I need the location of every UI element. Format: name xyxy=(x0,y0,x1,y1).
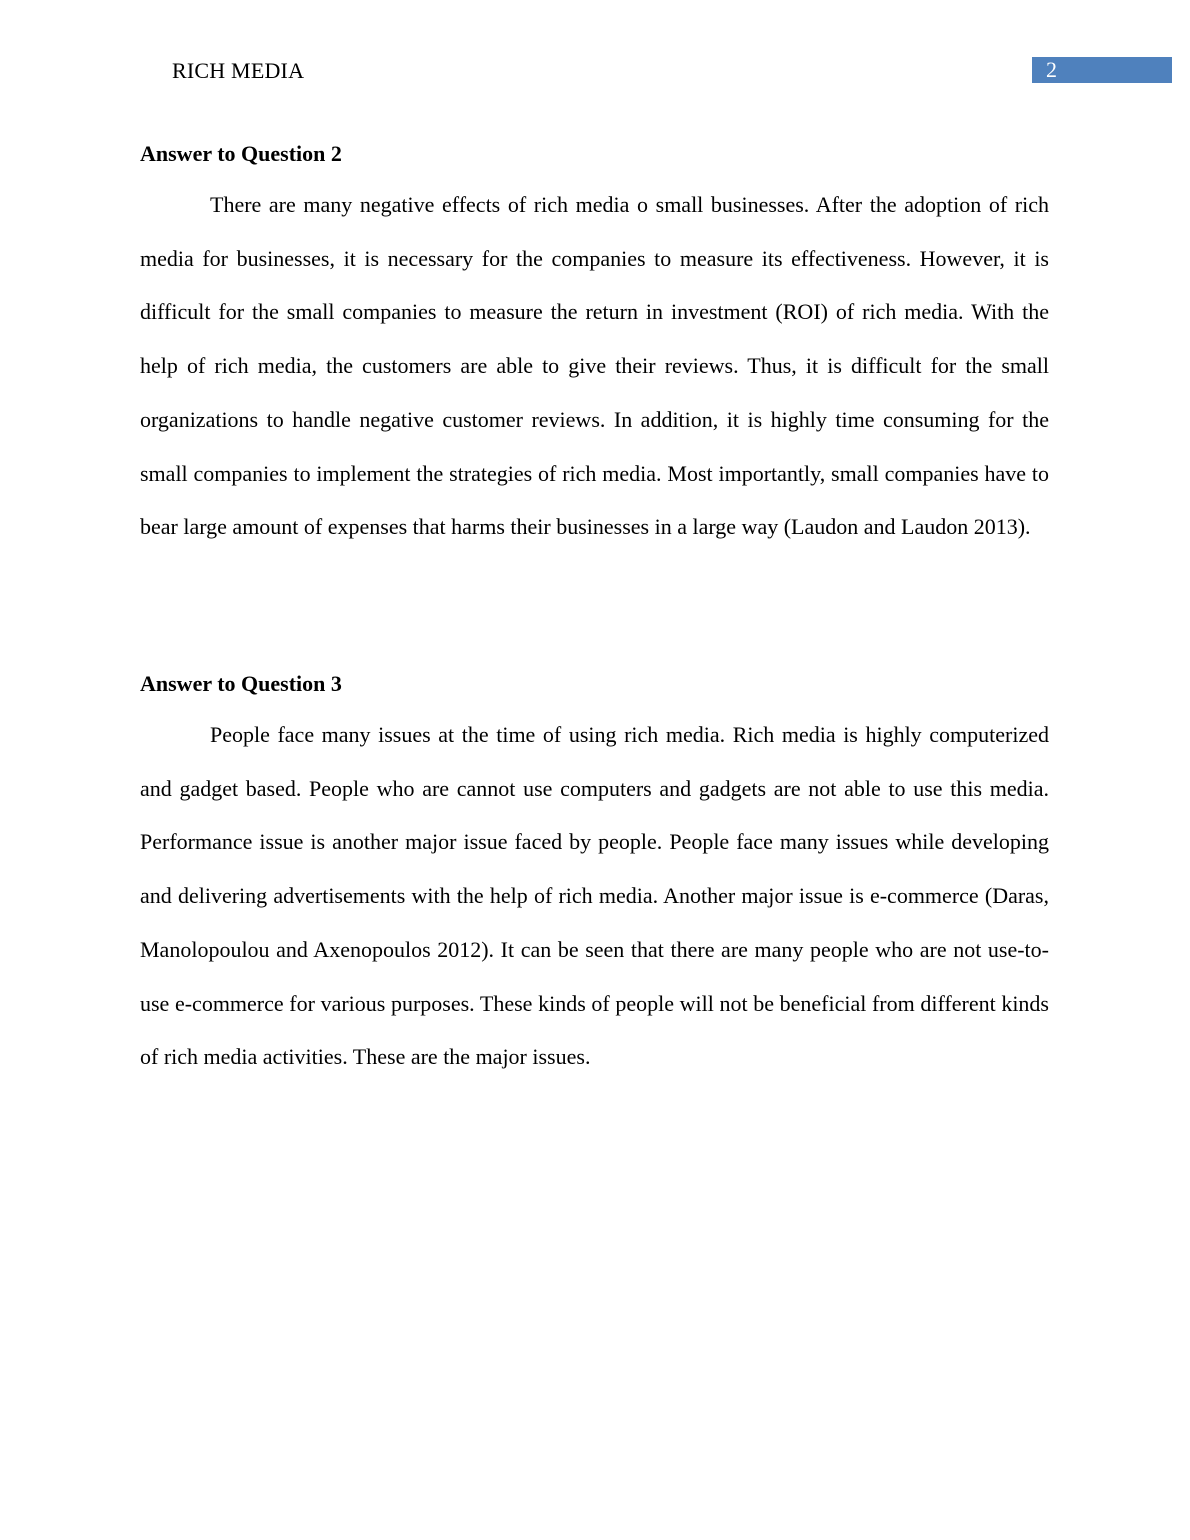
answer-section-2 xyxy=(140,139,1049,554)
section-heading: Answer to Question 3 xyxy=(140,671,342,696)
answer-section-3 xyxy=(140,669,1049,1084)
page-number-bar xyxy=(1032,57,1172,83)
running-head: RICH MEDIA xyxy=(172,58,305,83)
section-heading: Answer to Question 2 xyxy=(140,141,342,166)
page-number: 2 xyxy=(1046,57,1057,82)
section-paragraph: People face many issues at the time of using rich media. Rich media is highly computerized and gadget based. People who are cannot use computers and gadgets are not able to use this media. Performance issue is another major issue faced by people. People face many issues while developing and delivering advertisements with the help of rich media. Another major issue is e-commerce (Daras, Manolopoulou and Axenopoulos 2012). It can be seen that there are many people who are not use-to-use e-commerce for various purposes. These kinds of people will not be beneficial from different kinds of rich media activities. These are the major issues. xyxy=(140,722,1049,1070)
section-paragraph: There are many negative effects of rich media o small businesses. After the adoption of rich media for businesses, it is necessary for the companies to measure its effectiveness. However, it is difficult for the small companies to measure the return in investment (ROI) of rich media. With the help of rich media, the customers are able to give their reviews. Thus, it is difficult for the small organizations to handle negative customer reviews. In addition, it is highly time consuming for the small companies to implement the strategies of rich media. Most importantly, small companies have to bear large amount of expenses that harms their businesses in a large way (Laudon and Laudon 2013). xyxy=(140,192,1049,540)
